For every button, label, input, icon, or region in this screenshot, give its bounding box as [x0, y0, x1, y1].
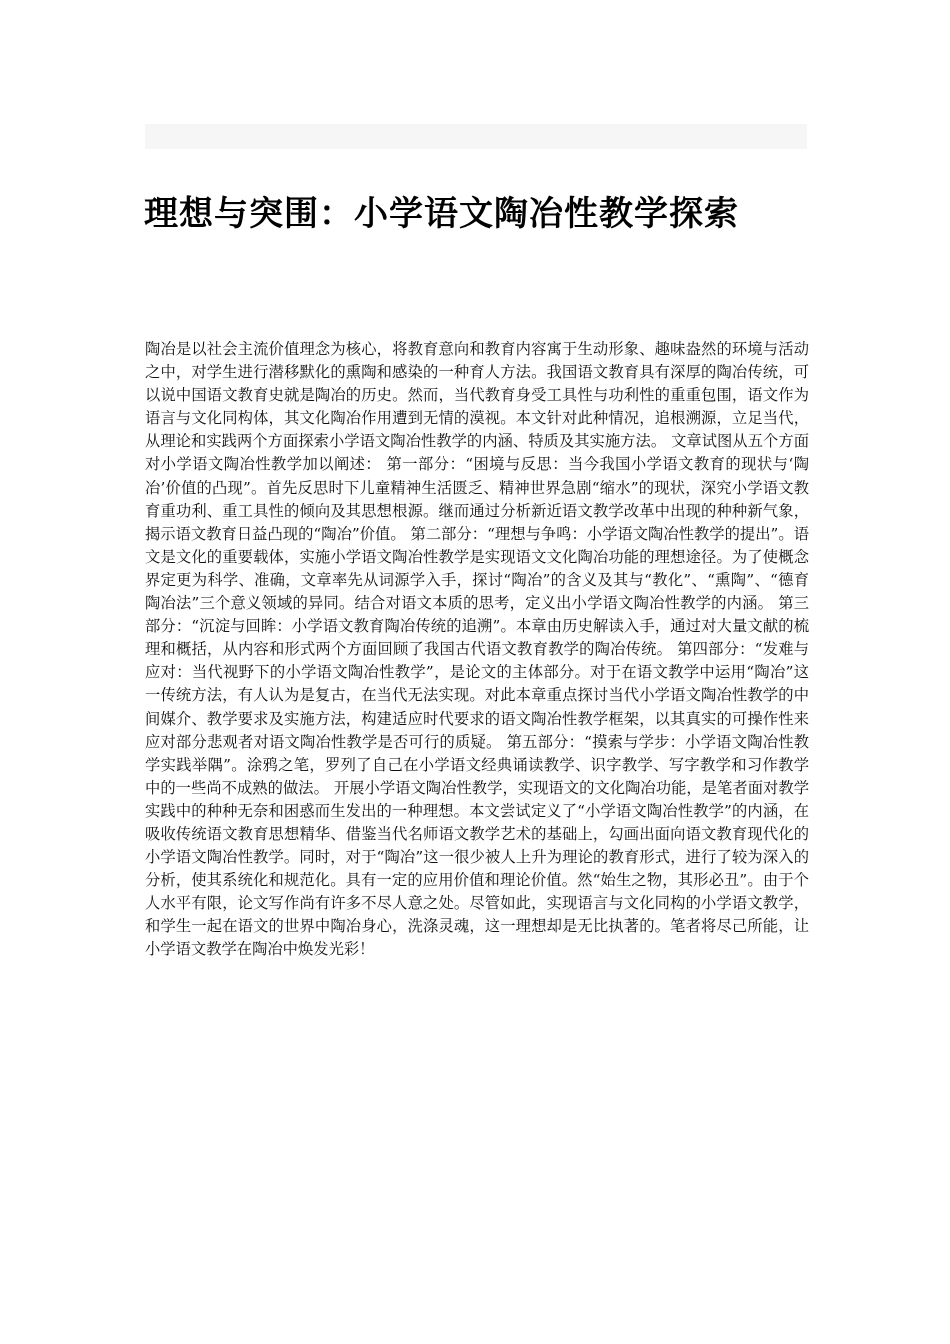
- document-title: 理想与突围：小学语文陶冶性教学探索: [144, 194, 739, 234]
- header-band: [145, 124, 807, 149]
- document-body-text: 陶冶是以社会主流价值理念为核心，将教育意向和教育内容寓于生动形象、趣味盎然的环境与活动之中，对学生进行潜移默化的熏陶和感染的一种育人方法。我国语文教育具有深厚的陶冶传统，可以说中国语文教育史就是陶冶的历史。然而，当代教育身受工具性与功利性的重重包围，语文作为语言与文化同构体，其文化陶冶作用遭到无情的漠视。本文针对此种情况，追根溯源，立足当代，从理论和实践两个方面探索小学语文陶冶性教学的内涵、特质及其实施方法。 文章试图从五个方面对小学语文陶冶性教学加以阐述： 第一部分：“困境与反思：当今我国小学语文教育的现状与‘陶冶’价值的凸现”。首先反思时下儿童精神生活匮乏、精神世界急剧“缩水”的现状，深究小学语文教育重功利、重工具性的倾向及其思想根源。继而通过分析新近语文教学改革中出现的种种新气象，揭示语文教育日益凸现的“陶冶”价值。 第二部分：“理想与争鸣：小学语文陶冶性教学的提出”。语文是文化的重要载体，实施小学语文陶冶性教学是实现语文文化陶冶功能的理想途径。为了使概念界定更为科学、准确，文章率先从词源学入手，探讨“陶冶”的含义及其与“教化”、“熏陶”、“德育陶冶法”三个意义领域的异同。结合对语文本质的思考，定义出小学语文陶冶性教学的内涵。 第三部分：“沉淀与回眸：小学语文教育陶冶传统的追溯”。本章由历史解读入手，通过对大量文献的梳理和概括，从内容和形式两个方面回顾了我国古代语文教育教学的陶冶传统。 第四部分：“发难与应对：当代视野下的小学语文陶冶性教学”，是论文的主体部分。对于在语文教学中运用“陶冶”这一传统方法，有人认为是复古，在当代无法实现。对此本章重点探讨当代小学语文陶冶性教学的中间媒介、教学要求及实施方法，构建适应时代要求的语文陶冶性教学框架，以其真实的可操作性来应对部分悲观者对语文陶冶性教学是否可行的质疑。 第五部分：“摸索与学步：小学语文陶冶性教学实践举隅”。涂鸦之笔，罗列了自己在小学语文经典诵读教学、识字教学、写字教学和习作教学中的一些尚不成熟的做法。 开展小学语文陶冶性教学，实现语文的文化陶冶功能，是笔者面对教学实践中的种种无奈和困惑而生发出的一种理想。本文尝试定义了“小学语文陶冶性教学”的内涵，在吸收传统语文教育思想精华、借鉴当代名师语文教学艺术的基础上，勾画出面向语文教育现代化的小学语文陶冶性教学。同时，对于“陶冶”这一很少被人上升为理论的教育形式，进行了较为深入的分析，使其系统化和规范化。具有一定的应用价值和理论价值。然“始生之物，其形必丑”。由于个人水平有限，论文写作尚有许多不尽人意之处。尽管如此，实现语言与文化同构的小学语文教学，和学生一起在语文的世界中陶冶身心，洗涤灵魂，这一理想却是无比执著的。笔者将尽己所能，让小学语文教学在陶冶中焕发光彩！: [145, 340, 809, 959]
